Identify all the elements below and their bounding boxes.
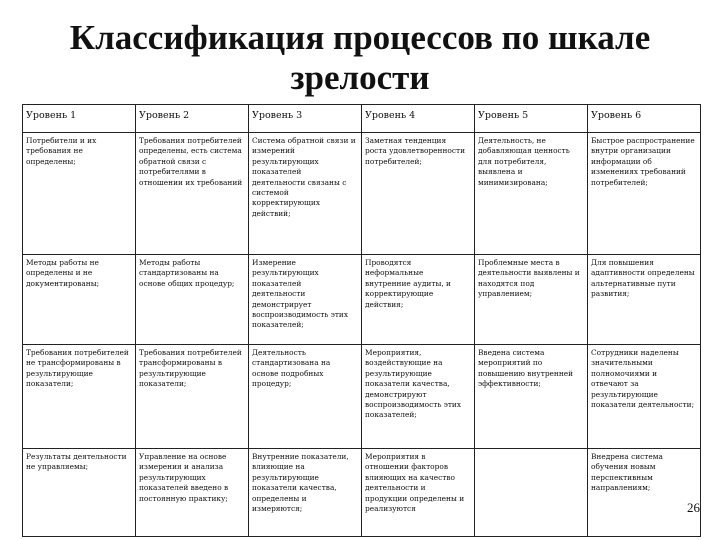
table-cell: Управление на основе измерения и анализа результирующих показателей введено в постоянную практику; [136,449,249,537]
header-level-3: Уровень 3 [249,105,362,133]
table-row [23,449,701,537]
table-cell: Быстрое распространение внутри организации информации об изменениях требований потребителей; [588,133,701,255]
table-row [23,255,701,345]
table-cell: Введена система мероприятий по повышению внутренней эффективности; [475,345,588,449]
maturity-levels-table [22,104,701,537]
table-cell: Измерение результирующих показателей деятельности демонстрирует воспроизводимость этих показателей; [249,255,362,345]
table-header-row [23,105,701,133]
table-cell: Требования потребителей не трансформированы в результирующие показатели; [23,345,136,449]
page-number: 26 [687,500,700,515]
table-cell: Для повышения адаптивности определены альтернативные пути развития; [588,255,701,345]
table-cell: Проводятся неформальные внутренние аудиты, и корректирующие действия; [362,255,475,345]
table-cell: Внутренние показатели, влияющие на результирующие показатели качества, определены и измеряются; [249,449,362,537]
table-cell: Заметная тенденция роста удовлетворенности потребителей; [362,133,475,255]
table-cell: Методы работы стандартизованы на основе общих процедур; [136,255,249,345]
table-cell [475,449,588,537]
table-cell: Требования потребителей трансформированы в результирующие показатели; [136,345,249,449]
table-cell: Мероприятия в отношении факторов влияющих на качество деятельности и продукции определены и реализуются [362,449,475,537]
header-level-6: Уровень 6 [588,105,701,133]
table-cell: Деятельность, не добавляющая ценность для потребителя, выявлена и минимизирована; [475,133,588,255]
table-row [23,345,701,449]
slide-title: Классификация процессов по шкале зрелости [69,18,651,97]
header-level-5: Уровень 5 [475,105,588,133]
table-row [23,133,701,255]
header-level-4: Уровень 4 [362,105,475,133]
table-cell: Требования потребителей определены, есть система обратной связи с потребителями в отношении их требований [136,133,249,255]
table-cell: Проблемные места в деятельности выявлены и находятся под управлением; [475,255,588,345]
table-cell: Результаты деятельности не управляемы; [23,449,136,537]
table-cell: Система обратной связи и измерений результирующих показателей деятельности связаны с системой корректирующих действий; [249,133,362,255]
table-cell: Сотрудники наделены значительными полномочиями и отвечают за результирующие показатели деятельности; [588,345,701,449]
header-level-2: Уровень 2 [136,105,249,133]
table-cell: Мероприятия, воздействующие на результирующие показатели качества, демонстрируют воспроизводимость этих показателей; [362,345,475,449]
table-cell: Методы работы не определены и не документированы; [23,255,136,345]
header-level-1: Уровень 1 [23,105,136,133]
table-cell: Внедрена система обучения новым перспективным направлениям; [588,449,701,537]
table-cell: Деятельность стандартизована на основе подробных процедур; [249,345,362,449]
table-cell: Потребители и их требования не определены; [23,133,136,255]
